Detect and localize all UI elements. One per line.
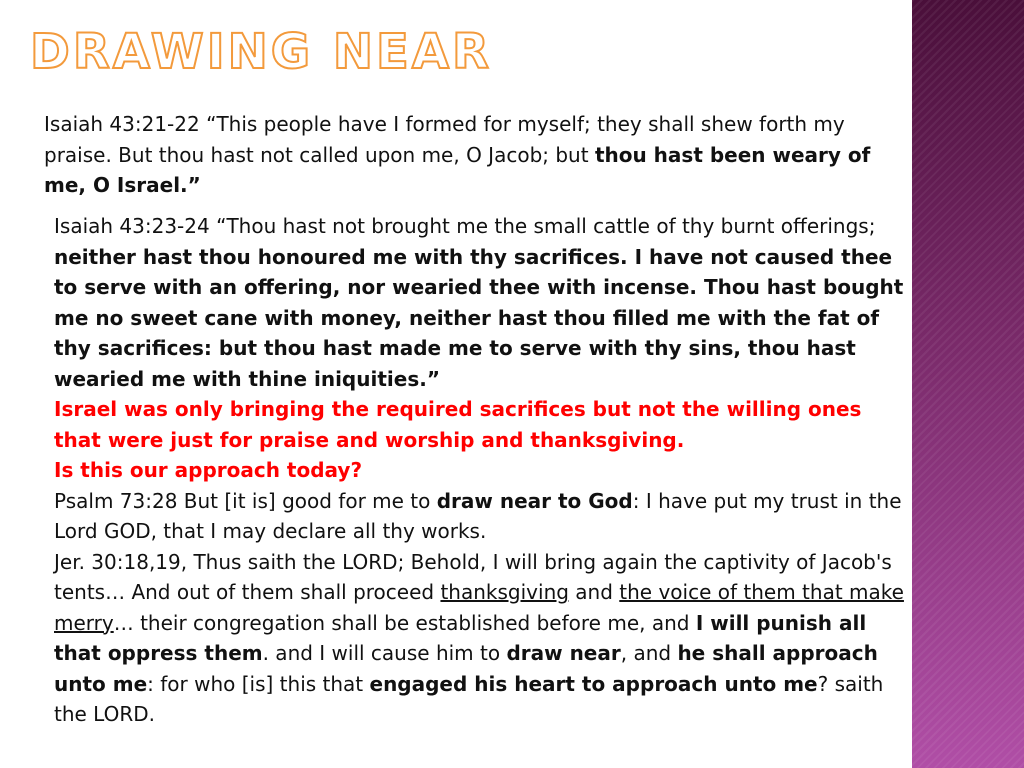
jer-text-4: . and I will cause him to bbox=[262, 641, 507, 665]
psalm-text-pre: Psalm 73:28 But [it is] good for me to bbox=[54, 488, 437, 513]
psalm-73-28-paragraph bbox=[54, 486, 906, 547]
jer-bold-3: he shall approach unto me bbox=[54, 641, 878, 696]
main-text-block bbox=[54, 211, 906, 730]
jer-underline-1: thanksgiving bbox=[440, 580, 569, 604]
jer-text-1: Jer. 30:18,19, Thus saith the LORD; Behold, I will bring again the captivity of Jacob's tents… And out of them shall proceed bbox=[54, 549, 892, 604]
red-comment-question: Is this our approach today? bbox=[54, 458, 363, 482]
isaiah-23-24-bold-text: neither hast thou honoured me with thy sacrifices. I have not caused thee to serve with an offering, nor wearied thee with incense. Thou hast bought me no sweet cane with money, neither hast thou filled me with the fat of thy sacrifices: but thou hast made me to serve with thy sins, thou hast wearied me with thine iniquities.” bbox=[54, 244, 904, 391]
isaiah-23-24-text: Isaiah 43:23-24 “Thou hast not brought me the small cattle of thy burnt offerings; bbox=[54, 214, 876, 238]
jer-bold-4: engaged his heart to approach unto me bbox=[369, 671, 818, 696]
psalm-bold-text: draw near to God bbox=[436, 488, 633, 513]
jer-text-7: ? saith the LORD. bbox=[54, 671, 884, 726]
jer-bold-2: draw near bbox=[506, 641, 621, 665]
jer-text-6: : for who [is] this that bbox=[147, 671, 370, 696]
isaiah-21-22-bold-text: thou hast been weary of me, O Israel.” bbox=[44, 142, 871, 197]
jer-text-2: and bbox=[568, 580, 620, 604]
red-comment-1: Israel was only bringing the required sacrifices but not the willing ones that were just for praise and worship and thanksgiving. bbox=[54, 397, 862, 452]
jer-text-3: … their congregation shall be established before me, and bbox=[113, 610, 696, 635]
jer-bold-1: I will punish all that oppress them bbox=[54, 610, 867, 665]
isaiah-21-22-text: Isaiah 43:21-22 “This people have I formed for myself; they shall shew forth my praise. But thou hast not called upon me, O Jacob; but bbox=[44, 112, 845, 167]
jer-text-5: , and bbox=[620, 641, 678, 665]
isaiah-43-21-22-paragraph bbox=[44, 109, 874, 201]
slide-title: DRAWING NEAR bbox=[30, 24, 492, 80]
side-band-pattern bbox=[912, 0, 1024, 768]
decorative-side-band bbox=[912, 0, 1024, 768]
jeremiah-30-18-19-paragraph bbox=[54, 547, 906, 730]
jer-underline-2: the voice of them that make merry bbox=[54, 580, 904, 635]
psalm-text-post: : I have put my trust in the Lord GOD, that I may declare all thy works. bbox=[54, 488, 902, 543]
isaiah-43-23-24-paragraph bbox=[54, 211, 906, 394]
